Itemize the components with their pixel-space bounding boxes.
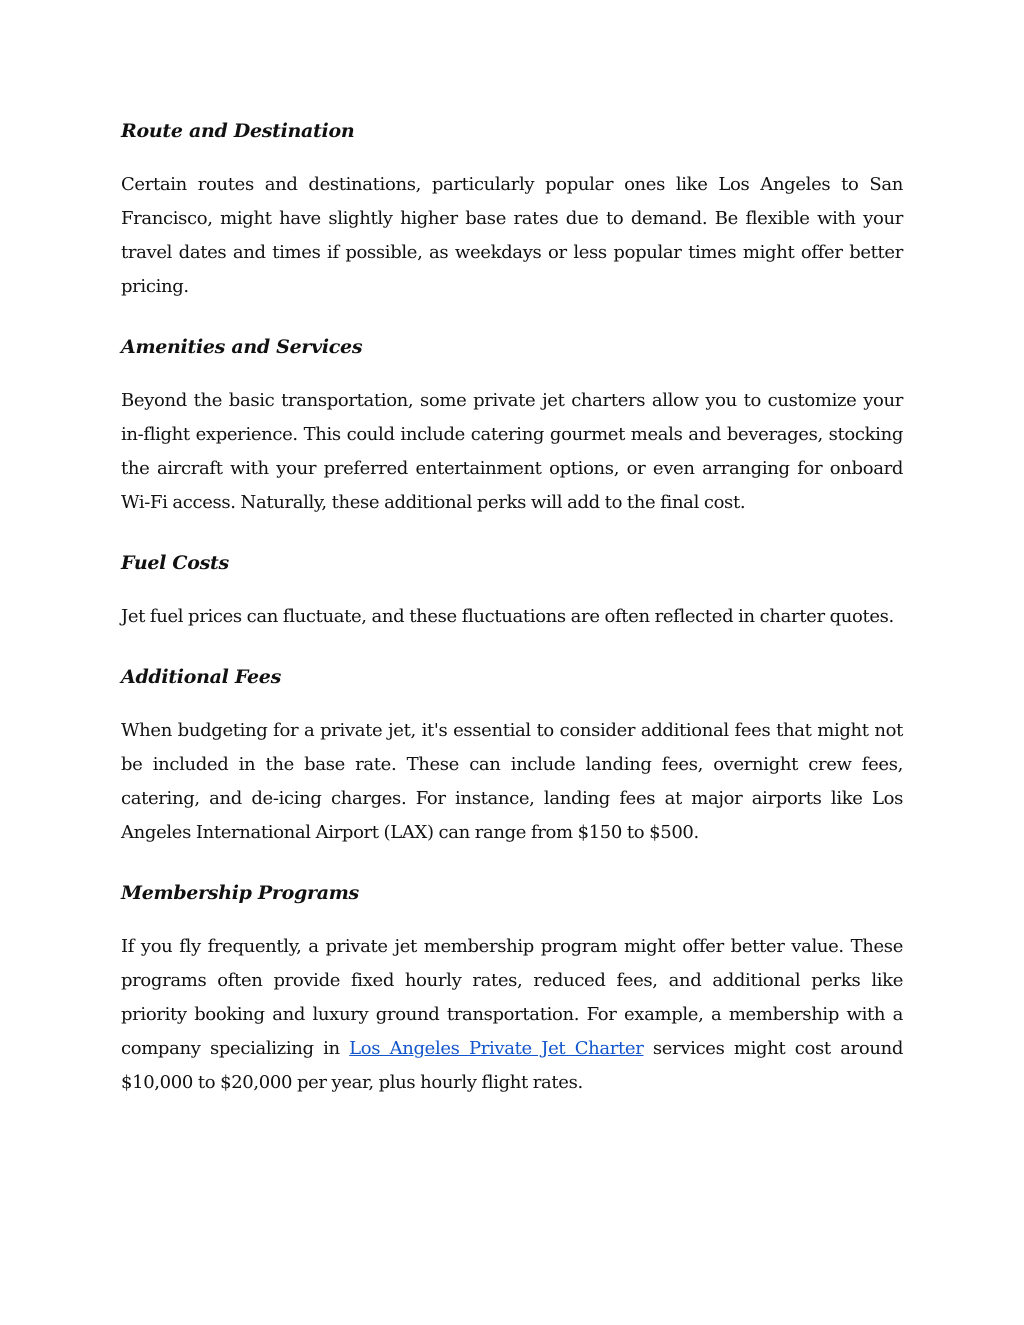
section-heading: Fuel Costs [121,552,229,574]
section-amenities-and-services [121,330,903,520]
section-paragraph: Beyond the basic transportation, some private jet charters allow you to customize your in-flight experience. This could include catering gourmet meals and beverages, stocking the aircraft with your preferred entertainment options, or even arranging for onboard Wi-Fi access. Naturally, these additional perks will add to the final cost. [121,390,903,513]
section-paragraph: Certain routes and destinations, particularly popular ones like Los Angeles to San Francisco, might have slightly higher base rates due to demand. Be flexible with your travel dates and times if possible, as weekdays or less popular times might offer better pricing. [121,174,903,297]
section-paragraph: When budgeting for a private jet, it's essential to consider additional fees that might not be included in the base rate. These can include landing fees, overnight crew fees, catering, and de-icing charges. For instance, landing fees at major airports like Los Angeles International Airport (LAX) can range from $150 to $500. [121,720,903,843]
paragraph-text-before-link: If you fly frequently, a private jet membership program might offer better value. These programs often provide fixed hourly rates, reduced fees, and additional perks like priority booking and luxury ground transportation. For example, a membership with a company specializing in [121,936,903,1059]
paragraph-text-after-link: services might cost around $10,000 to $20,000 per year, plus hourly flight rates. [121,1038,904,1093]
section-paragraph: Jet fuel prices can fluctuate, and these fluctuations are often reflected in charter quotes. [121,606,894,627]
document-page [121,114,903,1126]
section-membership-programs [121,876,903,1100]
section-fuel-costs [121,546,903,634]
section-additional-fees [121,660,903,850]
section-paragraph [121,930,903,1100]
section-heading: Additional Fees [121,666,281,688]
section-heading: Route and Destination [121,120,355,142]
section-heading: Amenities and Services [121,336,363,358]
section-route-and-destination [121,114,903,304]
section-heading: Membership Programs [121,882,359,904]
los-angeles-private-jet-charter-link[interactable]: Los Angeles Private Jet Charter [349,1038,644,1059]
